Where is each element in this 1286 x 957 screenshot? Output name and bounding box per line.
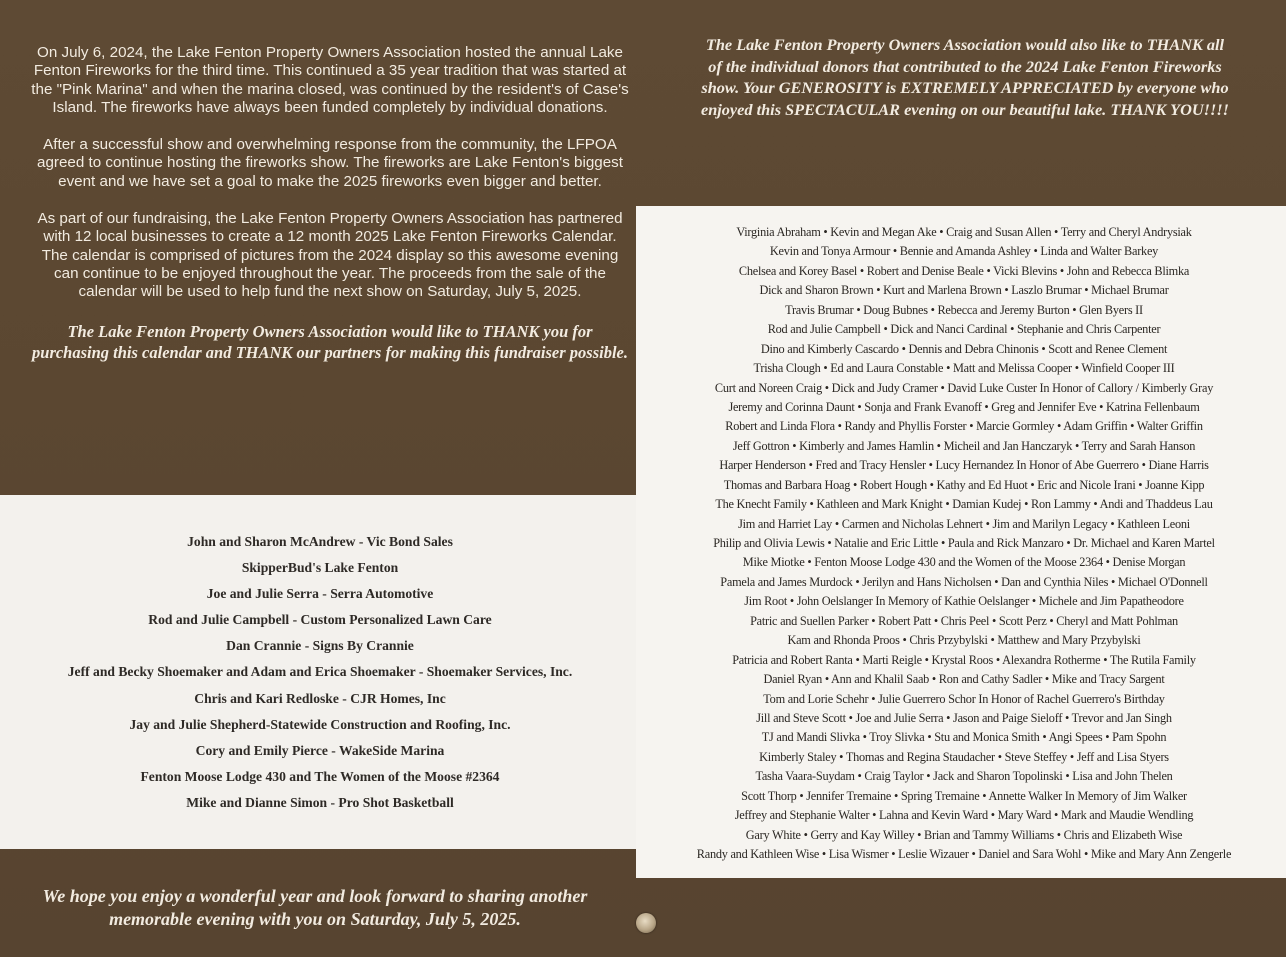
donor-line: Dino and Kimberly Cascardo • Dennis and Debra Chinonis • Scott and Renee Clement <box>760 341 1168 356</box>
partner-thanks-text: The Lake Fenton Property Owners Association would like to THANK you for purchasing this calendar and THANK our partners for making this fundraiser possible. <box>32 321 628 362</box>
donor-line: Dick and Sharon Brown • Kurt and Marlena Brown • Laszlo Brumar • Michael Brumar <box>759 283 1169 298</box>
donor-line: Harper Henderson • Fred and Tracy Hensler • Lucy Hernandez In Honor of Abe Guerrero • Diane Harris <box>719 458 1209 473</box>
donor-line: Tasha Vaara-Suydam • Craig Taylor • Jack and Sharon Topolinski • Lisa and John Thelen <box>755 769 1173 784</box>
donor-line: Chelsea and Korey Basel • Robert and Denise Beale • Vicki Blevins • John and Rebecca Blimka <box>738 263 1190 278</box>
donor-line: Tom and Lorie Schehr • Julie Guerrero Schor In Honor of Rachel Guerrero's Birthday <box>763 691 1165 706</box>
intro-paragraph-2: After a successful show and overwhelming response from the community, the LFPOA agreed to continue hosting the fireworks show. The fireworks are Lake Fenton's biggest event and we have set a goal to make the 2025 fireworks even bigger and better. <box>37 136 623 190</box>
donor-line: Robert and Linda Flora • Randy and Phyllis Forster • Marcie Gormley • Adam Griffin • Walter Griffin <box>725 419 1203 434</box>
partner-item: Jeff and Becky Shoemaker and Adam and Erica Shoemaker - Shoemaker Services, Inc. <box>67 664 573 680</box>
donor-line: Philip and Olivia Lewis • Natalie and Eric Little • Paula and Rick Manzaro • Dr. Michael and Karen Martel <box>713 536 1215 550</box>
donor-line: Pamela and James Murdock • Jerilyn and Hans Nicholsen • Dan and Cynthia Niles • Michael O'Donnell <box>720 574 1208 589</box>
donor-line: Rod and Julie Campbell • Dick and Nanci Cardinal • Stephanie and Chris Carpenter <box>767 322 1161 337</box>
donor-line: Patric and Suellen Parker • Robert Patt • Chris Peel • Scott Perz • Cheryl and Matt Pohlman <box>750 613 1178 628</box>
donor-line: Jeff Gottron • Kimberly and James Hamlin • Micheil and Jan Hanczaryk • Terry and Sarah Hanson <box>732 438 1196 453</box>
partner-item: Dan Crannie - Signs By Crannie <box>226 638 414 654</box>
donors-list <box>640 223 1286 864</box>
donor-line: Trisha Clough • Ed and Laura Constable • Matt and Melissa Cooper • Winfield Cooper III <box>753 361 1175 376</box>
donor-line: Randy and Kathleen Wise • Lisa Wismer • Leslie Wizauer • Daniel and Sara Wohl • Mike and Mary Ann Zengerle <box>696 847 1232 861</box>
intro-section <box>30 44 630 382</box>
donor-line: Jim and Harriet Lay • Carmen and Nicholas Lehnert • Jim and Marilyn Legacy • Kathleen Leoni <box>738 516 1190 531</box>
donor-line: The Knecht Family • Kathleen and Mark Knight • Damian Kudej • Ron Lammy • Andi and Thaddeus Lau <box>715 497 1213 512</box>
partner-item: Mike and Dianne Simon - Pro Shot Basketball <box>186 794 454 810</box>
donor-line: Jeffrey and Stephanie Walter • Lahna and Kevin Ward • Mary Ward • Mark and Maudie Wendling <box>734 808 1194 823</box>
donor-line: Virginia Abraham • Kevin and Megan Ake • Craig and Susan Allen • Terry and Cheryl Andrysiak <box>736 225 1192 239</box>
donor-line: Travis Brumar • Doug Bubnes • Rebecca and Jeremy Burton • Glen Byers II <box>785 302 1143 317</box>
intro-paragraph-1: On July 6, 2024, the Lake Fenton Property Owners Association hosted the annual Lake Fenton Fireworks for the third time. This continued a 35 year tradition that was started at the "Pink Marina" and when the marina closed, was continued by the resident's of Case's Island. The fireworks have always been funded completely by individual donations. <box>31 44 629 116</box>
donor-line: Kimberly Staley • Thomas and Regina Staudacher • Steve Steffey • Jeff and Lisa Styers <box>759 749 1169 764</box>
partner-item: Cory and Emily Pierce - WakeSide Marina <box>195 742 445 758</box>
donor-line: Kevin and Tonya Armour • Bennie and Amanda Ashley • Linda and Walter Barkey <box>769 244 1159 259</box>
donor-line: Jim Root • John Oelslanger In Memory of Kathie Oelslanger • Michele and Jim Papatheodore <box>744 594 1184 609</box>
donor-thanks-text: The Lake Fenton Property Owners Association would also like to THANK all of the individual donors that contributed to the 2024 Lake Fenton Fireworks show. Your GENEROSITY is EXTREMELY APPRECIATED by everyone who enjoyed this SPECTACULAR evening on our beautiful lake. THANK YOU!!!! <box>700 35 1229 119</box>
intro-paragraph-3: As part of our fundraising, the Lake Fenton Property Owners Association has partnered with 12 local businesses to create a 12 month 2025 Lake Fenton Fireworks Calendar. The calendar is comprised of pictures from the 2024 display so this awesome evening can continue to be enjoyed throughout the year. The proceeds from the sale of the calendar will be used to help fund the next show on Saturday, July 5, 2025. <box>37 210 623 301</box>
donor-line: Kam and Rhonda Proos • Chris Przybylski • Matthew and Mary Przybylski <box>787 633 1141 648</box>
partner-item: John and Sharon McAndrew - Vic Bond Sales <box>187 534 453 549</box>
donor-line: Jill and Steve Scott • Joe and Julie Serra • Jason and Paige Sieloff • Trevor and Jan Singh <box>756 710 1172 725</box>
partner-item: Rod and Julie Campbell - Custom Personalized Lawn Care <box>148 612 492 628</box>
donor-line: Patricia and Robert Ranta • Marti Reigle • Krystal Roos • Alexandra Rotherme • The Rutila Family <box>732 652 1196 667</box>
donor-line: Scott Thorp • Jennifer Tremaine • Spring Tremaine • Annette Walker In Memory of Jim Walker <box>741 788 1187 803</box>
donor-line: Jeremy and Corinna Daunt • Sonja and Frank Evanoff • Greg and Jennifer Eve • Katrina Fellenbaum <box>728 399 1200 414</box>
closing-message: We hope you enjoy a wonderful year and look forward to sharing another memorable evening with you on Saturday, July 5, 2025. <box>42 886 588 929</box>
partners-list <box>0 533 640 820</box>
donor-line: Mike Miotke • Fenton Moose Lodge 430 and the Women of the Moose 2364 • Denise Morgan <box>742 555 1186 570</box>
binder-hole <box>636 913 656 933</box>
partner-item: Joe and Julie Serra - Serra Automotive <box>206 586 434 602</box>
partner-item: Chris and Kari Redloske - CJR Homes, Inc <box>194 690 446 706</box>
partner-item: SkipperBud's Lake Fenton <box>241 560 399 576</box>
partner-item: Fenton Moose Lodge 430 and The Women of the Moose #2364 <box>140 768 500 784</box>
donor-line: Gary White • Gerry and Kay Willey • Brian and Tammy Williams • Chris and Elizabeth Wise <box>745 827 1183 842</box>
donor-line: Curt and Noreen Craig • Dick and Judy Cramer • David Luke Custer In Honor of Callory / Kimberly Gray <box>714 380 1214 395</box>
donor-line: TJ and Mandi Slivka • Troy Slivka • Stu and Monica Smith • Angi Spees • Pam Spohn <box>761 730 1167 745</box>
partner-item: Jay and Julie Shepherd-Statewide Construction and Roofing, Inc. <box>129 716 511 732</box>
donor-line: Daniel Ryan • Ann and Khalil Saab • Ron and Cathy Sadler • Mike and Tracy Sargent <box>763 672 1165 687</box>
donor-line: Thomas and Barbara Hoag • Robert Hough • Kathy and Ed Huot • Eric and Nicole Irani • Joanne Kipp <box>723 477 1205 492</box>
